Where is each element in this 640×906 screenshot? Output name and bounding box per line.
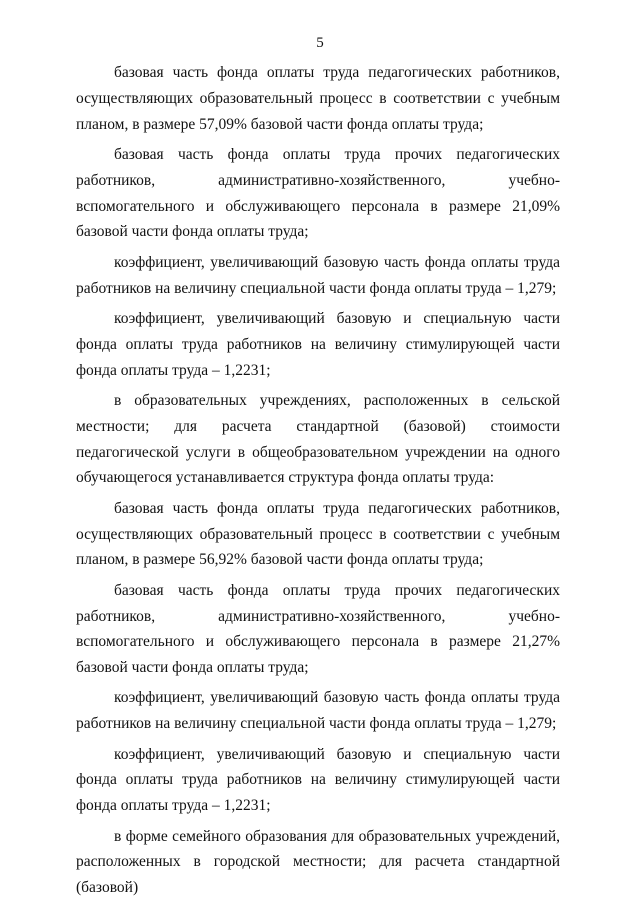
- paragraph-10: в форме семейного образования для образовательных учреждений, расположенных в городской местности; для расчета стандартной (базовой): [76, 827, 560, 897]
- document-body: [76, 60, 560, 906]
- paragraph-4: коэффициент, увеличивающий базовую и специальную части фонда оплаты труда работников на величину стимулирующей части фонда оплаты труда – 1,2231;: [76, 309, 560, 379]
- paragraph-9: коэффициент, увеличивающий базовую и специальную части фонда оплаты труда работников на величину стимулирующей части фонда оплаты труда – 1,2231;: [76, 745, 560, 815]
- paragraph-5: в образовательных учреждениях, расположенных в сельской местности; для расчета стандартной (базовой) стоимости педагогической услуги в общеобразовательном учреждении на одного обучающегося устанавливается структура фонда оплаты труда:: [76, 391, 560, 487]
- paragraph-6: базовая часть фонда оплаты труда педагогических работников, осуществляющих образовательный процесс в соответствии с учебным планом, в размере 56,92% базовой части фонда оплаты труда;: [76, 499, 560, 569]
- paragraph-8: коэффициент, увеличивающий базовую часть фонда оплаты труда работников на величину специальной части фонда оплаты труда – 1,279;: [76, 689, 560, 733]
- paragraph-1: базовая часть фонда оплаты труда педагогических работников, осуществляющих образовательный процесс в соответствии с учебным планом, в размере 57,09% базовой части фонда оплаты труда;: [76, 64, 560, 133]
- paragraph-7: базовая часть фонда оплаты труда прочих педагогических работников, административно-хозяйственного, учебно-вспомогательного и обслуживающего персонала в размере 21,27% базовой части фонда оплаты труда;: [76, 581, 560, 677]
- paragraph-3: коэффициент, увеличивающий базовую часть фонда оплаты труда работников на величину специальной части фонда оплаты труда – 1,279;: [76, 253, 560, 297]
- paragraph-2: базовая часть фонда оплаты труда прочих педагогических работников, административно-хозяйственного, учебно-вспомогательного и обслуживающего персонала в размере 21,09% базовой части фонда оплаты труда;: [76, 145, 560, 241]
- page-number: 5: [316, 35, 324, 51]
